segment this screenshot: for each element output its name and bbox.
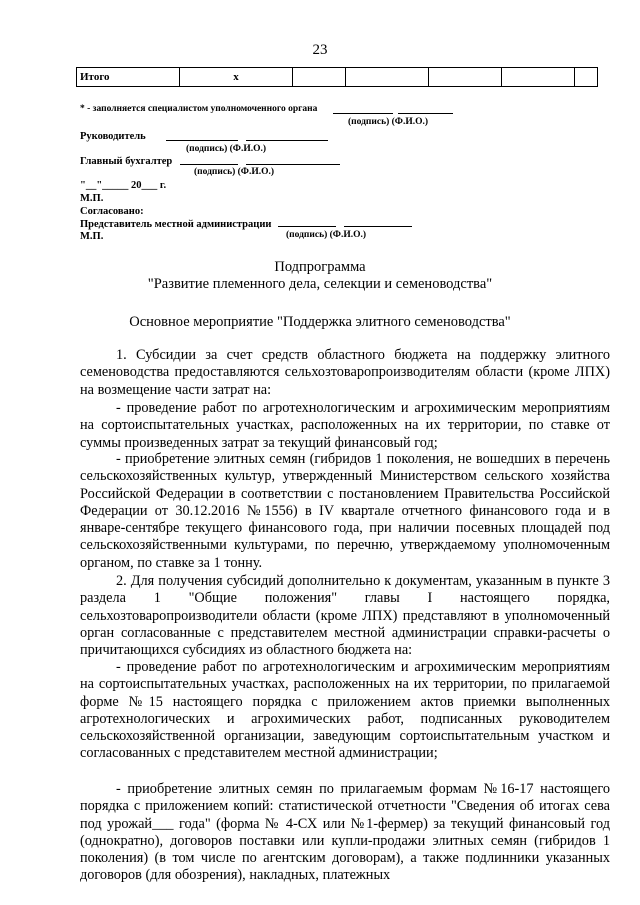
table-cell (502, 68, 575, 87)
agreed-label: Согласовано: (80, 206, 144, 217)
table-cell (575, 68, 598, 87)
totals-table (76, 67, 598, 87)
activity-title: Основное мероприятие "Поддержка элитного семеноводства" (129, 314, 511, 330)
name-line (398, 113, 453, 114)
paragraph: - проведение работ по агротехнологическим и агрохимическим мероприятиям на сортоиспытательных участках, расположенных на их территории, по прилагаемой форме №15 настоящего порядка с приложением актов приемки выполненных агротехнологических и агрохимических работ, подписанных руководителем сельскохозяйственной организации, заведующим сортоиспытательным участком и согласованных с представителем местной администрации; (80, 659, 610, 762)
name-line (246, 140, 328, 141)
signature-line (278, 226, 336, 227)
footnote-text: * - заполняется специалистом уполномоченного органа (80, 104, 318, 114)
name-line (344, 226, 412, 227)
subprogram-title: "Развитие племенного дела, селекции и семеноводства" (147, 276, 493, 292)
head-label: Руководитель (80, 131, 146, 142)
local-admin-label: Представитель местной администрации (80, 219, 272, 230)
name-line (246, 164, 340, 165)
table-cell (346, 68, 429, 87)
signature-line (333, 113, 393, 114)
paragraph: - приобретение элитных семян по прилагаемым формам №16-17 настоящего порядка с приложением копий: статистической отчетности "Сведения об итогах сева под урожай___ года" (форма № 4-СХ или №1-фермер) за текущий финансовый год (однократно), договоров поставки или купли-продажи элитных семян (гибридов 1 поколения) (в том числе по агентским договорам), а также подлинники указанных договоров (для обозрения), накладных, платежных (80, 781, 610, 884)
stamp-label: М.П. (80, 231, 104, 242)
stamp-label: М.П. (80, 193, 104, 204)
accountant-label: Главный бухгалтер (80, 156, 173, 167)
paragraph: - проведение работ по агротехнологическим и агрохимическим мероприятиям на сортоиспытательных участках, расположенных на их территории, по ставке от суммы произведенных затрат за текущий финансовый год; (80, 400, 610, 451)
local-admin-hint: (подпись) (Ф.И.О.) (286, 230, 367, 240)
signature-line (166, 140, 238, 141)
head-hint: (подпись) (Ф.И.О.) (186, 144, 267, 154)
page-number: 23 (312, 42, 328, 58)
paragraph: - приобретение элитных семян (гибридов 1 поколения, не вошедших в перечень сельскохозяйственных культур, утвержденный Министерством сельского хозяйства Российской Федерации в соответствии с постановлением Правительства Российской Федерации от 30.12.2016 №1556) в IV квартале отчетного финансового года и в январе-сентябре текущего финансового года, при наличии посевных площадей под сельскохозяйственными культурами, по перечню, утверждаемому уполномоченным органом, по ставке за 1 тонну. (80, 451, 610, 571)
accountant-hint: (подпись) (Ф.И.О.) (194, 167, 275, 177)
paragraph: 1. Субсидии за счет средств областного бюджета на поддержку элитного семеноводства предоставляются сельхозтоваропроизводителям области (кроме ЛПХ) на возмещение части затрат на: (80, 347, 610, 398)
totals-mark-cell: x (180, 68, 293, 87)
subprogram-label: Подпрограмма (274, 259, 366, 275)
table-cell (429, 68, 502, 87)
signature-line (180, 164, 238, 165)
paragraph: 2. Для получения субсидий дополнительно к документам, указанным в пункте 3 раздела 1 "Общие положения" главы I настоящего порядка, сельхозтоваропроизводители области (кроме ЛПХ) представляют в уполномоченный орган согласованные с представителем местной администрации справки-расчеты о причитающихся субсидиях из областного бюджета на: (80, 573, 610, 659)
table-row (77, 68, 598, 87)
footnote-signature-hint: (подпись) (Ф.И.О.) (348, 117, 429, 127)
totals-label-cell: Итого (77, 68, 180, 87)
table-cell (293, 68, 346, 87)
date-line: "__"_____ 20___ г. (80, 180, 167, 191)
